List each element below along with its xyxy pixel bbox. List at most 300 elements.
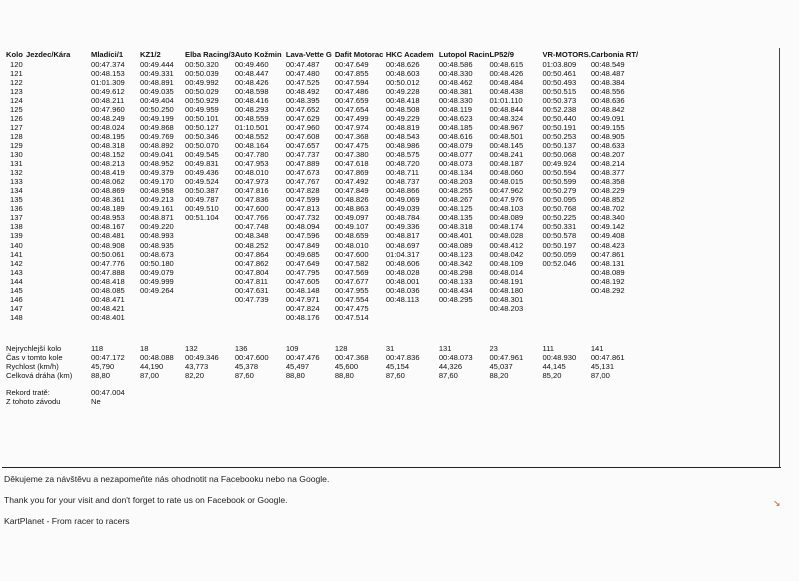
lap-time-cell [542, 304, 590, 313]
lap-time-cell [185, 277, 235, 286]
lap-time-cell: 00:48.986 [385, 141, 420, 151]
lap-time-cell: 00:48.377 [590, 168, 625, 178]
lap-time-cell: 00:47.962 [489, 186, 524, 196]
lap-time-cell [439, 304, 490, 313]
lap-time-cell: 00:47.849 [285, 240, 320, 250]
lap-time-cell: 00:48.842 [590, 104, 625, 114]
lap-time-cell [26, 213, 91, 222]
lap-time-cell: 00:47.677 [334, 276, 369, 286]
frame-bottom-edge [2, 467, 781, 468]
lap-time-cell: 00:48.089 [489, 213, 524, 223]
lap-time-cell: 00:48.042 [489, 249, 524, 259]
table-row [4, 304, 656, 313]
lap-time-cell: 00:48.381 [438, 86, 473, 96]
summary-value: 111 [542, 343, 554, 353]
lap-time-cell: 00:47.960 [285, 122, 320, 132]
lap-time-cell: 00:48.119 [438, 104, 473, 114]
lap-number: 125 [10, 104, 23, 114]
lap-time-cell: 00:49.460 [234, 59, 269, 69]
table-row [4, 60, 656, 69]
lap-time-cell [26, 259, 91, 268]
lap-time-cell: 00:47.380 [334, 150, 369, 160]
lap-time-cell: 00:48.866 [385, 186, 420, 196]
lap-time-cell [26, 231, 91, 240]
lap-time-cell: 00:49.992 [185, 77, 219, 87]
lap-time-cell: 00:47.582 [334, 258, 369, 268]
lap-time-cell: 00:48.784 [385, 213, 420, 223]
summary-value: 128 [334, 343, 348, 353]
lap-time-cell: 00:47.864 [234, 249, 269, 259]
lap-time-cell: 00:47.855 [334, 68, 369, 78]
lap-time-cell: 00:47.654 [334, 104, 369, 114]
lap-time-cell: 01:04.317 [385, 249, 420, 259]
lap-time-cell: 01:01.110 [489, 95, 523, 105]
lap-time-cell: 00:52.238 [542, 104, 577, 114]
lap-time-cell: 00:48.958 [140, 186, 174, 196]
spacer-row [4, 322, 656, 344]
lap-time-cell: 00:49.408 [590, 231, 625, 241]
lap-time-cell: 00:47.766 [234, 213, 269, 223]
lap-time-cell: 00:47.486 [334, 86, 369, 96]
table-row [4, 213, 656, 222]
lap-time-cell: 00:50.331 [542, 222, 577, 232]
lap-time-cell: 00:50.515 [542, 86, 577, 96]
lap-time-cell: 00:48.636 [590, 95, 625, 105]
lap-time-cell: 00:47.649 [334, 59, 369, 69]
table-row [4, 78, 656, 87]
lap-time-cell: 00:48.249 [91, 113, 125, 123]
summary-value: 88,80 [285, 371, 305, 381]
summary-value: 44,190 [140, 362, 164, 372]
lap-time-cell: 00:48.113 [385, 294, 420, 304]
lap-time-cell: 00:49.436 [185, 168, 219, 178]
summary-value: 00:49.346 [185, 353, 219, 362]
lap-time-cell: 00:48.085 [91, 285, 125, 295]
lap-time-cell: 00:48.606 [385, 258, 420, 268]
summary-value: 18 [140, 343, 149, 353]
lap-time-cell: 00:47.480 [285, 68, 320, 78]
lap-time-cell: 00:47.732 [285, 213, 320, 223]
table-row [4, 132, 656, 141]
lap-number: 142 [10, 258, 23, 268]
lap-time-cell: 00:48.737 [385, 177, 420, 187]
lap-time-cell: 00:48.358 [590, 177, 625, 187]
lap-time-cell: 00:48.826 [334, 195, 369, 205]
record-label: Rekord tratě: [6, 388, 50, 398]
lap-time-cell: 00:48.180 [489, 285, 524, 295]
summary-value: 00:47.600 [234, 353, 269, 362]
lap-time-cell: 00:47.955 [334, 285, 369, 295]
lap-time-cell [185, 286, 235, 295]
lap-time-cell: 00:50.578 [542, 231, 577, 241]
lap-time-cell: 00:48.626 [385, 59, 420, 69]
lap-time-cell: 00:48.267 [438, 195, 473, 205]
lap-time-cell [591, 313, 656, 322]
lap-time-cell: 00:47.649 [285, 258, 320, 268]
lap-time-cell: 00:48.028 [385, 267, 420, 277]
lap-time-cell: 00:47.780 [234, 150, 269, 160]
summary-value: 00:47.368 [334, 353, 369, 362]
table-row [4, 105, 656, 114]
lap-time-cell: 00:48.036 [385, 285, 420, 295]
table-row [4, 231, 656, 240]
record-value: Ne [91, 397, 101, 407]
lap-time-cell: 00:48.967 [489, 122, 524, 132]
column-header: HKC Academ [385, 50, 434, 59]
lap-time-cell: 00:50.599 [542, 177, 577, 187]
lap-time-cell [185, 295, 235, 304]
lap-time-cell: 00:48.330 [438, 68, 473, 78]
lap-time-cell: 00:48.421 [91, 303, 125, 313]
lap-time-cell [26, 222, 91, 231]
lap-time-cell: 00:48.659 [334, 231, 369, 241]
record-rows [4, 380, 656, 406]
lap-time-cell: 00:48.079 [438, 141, 473, 151]
lap-time-cell [26, 141, 91, 150]
lap-time-cell [185, 304, 235, 313]
lap-time-cell: 00:50.373 [542, 95, 577, 105]
lap-time-cell: 00:48.125 [438, 204, 473, 214]
lap-number: 121 [10, 68, 23, 78]
lap-time-cell: 00:47.492 [334, 177, 369, 187]
lap-time-cell: 00:48.089 [438, 240, 473, 250]
lap-time-cell: 00:49.264 [140, 285, 174, 295]
summary-value: 00:47.961 [489, 353, 524, 362]
lap-time-cell: 00:50.137 [542, 141, 577, 151]
column-header: LP52/9 [489, 50, 514, 59]
lap-time-cell [185, 268, 235, 277]
lap-time-cell: 00:48.252 [234, 240, 269, 250]
lap-time-cell: 00:48.935 [140, 240, 174, 250]
table-row [4, 268, 656, 277]
summary-value: 131 [438, 343, 452, 353]
lap-time-cell: 00:48.817 [385, 231, 420, 241]
lap-time-cell: 00:48.575 [385, 150, 420, 160]
lap-time-cell [235, 304, 286, 313]
lap-time-cell: 00:48.908 [91, 240, 125, 250]
lap-time-cell: 00:48.863 [334, 204, 369, 214]
table-row [4, 259, 656, 268]
lap-time-cell: 00:47.813 [285, 204, 320, 214]
lap-time-cell: 00:49.142 [590, 222, 625, 232]
lap-number: 147 [10, 303, 23, 313]
lap-time-cell: 00:49.155 [590, 122, 625, 132]
table-row [4, 204, 656, 213]
lap-time-cell: 00:47.953 [234, 159, 269, 169]
lap-time-cell: 00:49.035 [140, 86, 174, 96]
lap-time-cell: 00:47.739 [234, 294, 269, 304]
lap-time-cell: 00:48.330 [438, 95, 473, 105]
lap-number: 140 [10, 240, 23, 250]
lap-time-cell: 00:47.596 [285, 231, 320, 241]
table-row [4, 177, 656, 186]
lap-time-cell: 00:48.844 [489, 104, 524, 114]
lap-time-cell: 00:49.831 [185, 159, 219, 169]
frame-right-edge [779, 48, 780, 467]
lap-time-cell: 00:48.152 [91, 150, 125, 160]
lap-time-cell: 00:48.191 [489, 276, 524, 286]
summary-value: 45,378 [234, 362, 259, 372]
lap-time-cell: 00:49.999 [140, 276, 174, 286]
lap-time-cell [26, 177, 91, 186]
lap-time-cell: 00:47.659 [334, 95, 369, 105]
lap-time-cell: 00:48.028 [489, 231, 524, 241]
lap-time-cell: 00:50.061 [91, 249, 125, 259]
lap-time-cell: 00:48.073 [438, 159, 473, 169]
lap-time-cell: 00:48.213 [91, 159, 125, 169]
table-row [4, 114, 656, 123]
lap-number: 145 [10, 285, 23, 295]
lap-time-cell: 00:48.024 [91, 122, 125, 132]
lap-time-cell: 00:48.711 [385, 168, 420, 178]
summary-value: 00:47.172 [91, 353, 125, 362]
lap-time-cell: 00:50.197 [542, 240, 577, 250]
lap-time-cell: 01:03.809 [542, 59, 577, 69]
lap-time-cell: 00:47.804 [234, 267, 269, 277]
lap-time-cell: 00:48.423 [590, 240, 625, 250]
lap-time-cell: 00:48.301 [489, 294, 524, 304]
lap-time-cell: 00:47.849 [334, 186, 369, 196]
lap-time-cell: 00:49.039 [385, 204, 420, 214]
lap-time-cell: 00:48.167 [91, 222, 125, 232]
lap-time-cell: 00:50.029 [185, 86, 219, 96]
lap-time-cell: 00:52.046 [542, 258, 577, 268]
lap-time-cell: 00:47.629 [285, 113, 320, 123]
lap-time-cell: 00:48.342 [438, 258, 473, 268]
lap-time-cell: 00:48.148 [285, 285, 320, 295]
lap-time-cell: 00:48.412 [489, 240, 524, 250]
lap-time-cell: 00:50.346 [185, 131, 219, 141]
lap-time-cell [235, 313, 286, 322]
footer-thanks-en: Thank you for your visit and don't forget to rate us on Facebook or Google. [4, 495, 288, 505]
lap-time-cell: 00:47.499 [334, 113, 369, 123]
column-header: VR-MOTORS. [542, 50, 591, 59]
lap-time-cell [26, 277, 91, 286]
lap-time-cell: 00:50.095 [542, 195, 577, 205]
table-row [4, 96, 656, 105]
lap-time-cell: 00:48.207 [590, 150, 625, 160]
lap-time-cell: 00:47.594 [334, 77, 369, 87]
lap-time-cell: 00:48.010 [234, 168, 269, 178]
lap-time-cell: 00:47.795 [285, 267, 320, 277]
lap-time-cell: 00:48.133 [438, 276, 473, 286]
lap-time-cell: 00:48.015 [489, 177, 524, 187]
lap-time-cell: 00:47.836 [234, 195, 269, 205]
lap-time-cell: 00:50.250 [140, 104, 174, 114]
lap-times-table [4, 50, 656, 406]
column-header: Mladíci/1 [91, 50, 124, 59]
lap-time-cell: 00:49.959 [185, 104, 219, 114]
summary-row [4, 362, 656, 371]
summary-value: 87,60 [438, 371, 458, 381]
lap-time-cell: 00:49.220 [140, 222, 174, 232]
lap-time-cell: 00:49.228 [385, 86, 420, 96]
summary-value: 88,80 [334, 371, 354, 381]
lap-time-cell [26, 304, 91, 313]
lap-time-cell [542, 313, 590, 322]
lap-time-cell: 00:48.447 [234, 68, 269, 78]
table-row [4, 241, 656, 250]
lap-time-cell: 00:48.203 [438, 177, 473, 187]
lap-time-cell: 00:47.767 [285, 177, 320, 187]
summary-label: Čas v tomto kole [6, 353, 63, 362]
column-header: Kolo [6, 50, 23, 59]
lap-time-cell: 00:48.426 [234, 77, 269, 87]
lap-number: 148 [10, 312, 23, 322]
lap-time-cell: 00:47.776 [91, 258, 125, 268]
summary-value: 45,037 [489, 362, 513, 372]
lap-time-cell: 00:48.395 [285, 95, 320, 105]
summary-label: Celková dráha (km) [6, 371, 73, 381]
table-row [4, 222, 656, 231]
lap-time-cell: 00:48.174 [489, 222, 524, 232]
lap-time-cell: 00:48.623 [438, 113, 473, 123]
lap-time-cell: 00:49.404 [140, 95, 174, 105]
summary-value: 00:48.073 [438, 353, 473, 362]
lap-time-cell: 00:48.487 [590, 68, 625, 78]
lap-number: 132 [10, 168, 23, 178]
lap-time-cell: 00:49.097 [334, 213, 369, 223]
summary-value: 00:47.861 [590, 353, 625, 362]
table-row [4, 159, 656, 168]
lap-time-cell: 00:48.192 [590, 276, 625, 286]
lap-time-cell: 00:48.616 [438, 131, 473, 141]
lap-time-cell: 00:48.123 [438, 249, 473, 259]
summary-row [4, 344, 656, 353]
lap-time-cell: 00:48.633 [590, 141, 625, 151]
lap-times-table-wrapper [4, 50, 656, 406]
lap-time-cell: 00:48.176 [285, 312, 320, 322]
record-row [4, 388, 656, 397]
lap-time-cell: 00:48.109 [489, 258, 524, 268]
lap-time-cell: 00:48.418 [91, 276, 125, 286]
lap-time-cell [185, 259, 235, 268]
summary-value: 87,00 [140, 371, 160, 381]
summary-value: 43,773 [185, 362, 209, 372]
footer-signature: KartPlanet - From racer to racers [4, 516, 130, 526]
lap-number: 123 [10, 86, 23, 96]
lap-time-cell: 00:47.869 [334, 168, 369, 178]
lap-time-cell [185, 241, 235, 250]
column-header: Elba Racing/3 [185, 50, 235, 59]
lap-time-cell [489, 313, 542, 322]
table-row [4, 87, 656, 96]
summary-value: 141 [590, 343, 604, 353]
lap-time-cell: 00:47.525 [285, 77, 320, 87]
lap-time-cell: 00:48.819 [385, 122, 420, 132]
lap-time-cell: 00:49.229 [385, 113, 420, 123]
lap-time-cell: 00:48.438 [489, 86, 524, 96]
lap-time-cell [26, 186, 91, 195]
summary-label: Rychlost (km/h) [6, 362, 59, 372]
lap-time-cell: 00:48.892 [140, 141, 174, 151]
lap-time-cell: 00:48.255 [438, 186, 473, 196]
lap-time-cell: 00:48.164 [234, 141, 269, 151]
lap-time-cell: 00:48.549 [590, 59, 625, 69]
lap-time-cell: 00:49.612 [91, 86, 125, 96]
lap-time-cell: 00:49.444 [140, 59, 174, 69]
lap-time-cell: 00:47.618 [334, 159, 369, 169]
lap-time-cell: 00:47.889 [285, 159, 320, 169]
summary-row [4, 353, 656, 362]
lap-time-cell: 00:48.871 [140, 213, 174, 223]
lap-time-cell [542, 286, 590, 295]
lap-time-cell: 00:47.514 [334, 312, 369, 322]
lap-time-cell: 00:47.475 [334, 141, 369, 151]
lap-time-cell: 00:47.828 [285, 186, 320, 196]
lap-time-cell: 00:50.191 [542, 122, 577, 132]
lap-time-cell: 00:49.107 [334, 222, 369, 232]
summary-value: 45,497 [285, 362, 310, 372]
lap-time-cell [26, 87, 91, 96]
table-row [4, 186, 656, 195]
lap-time-cell: 00:48.852 [590, 195, 625, 205]
lap-time-cell: 00:48.187 [489, 159, 524, 169]
lap-time-cell: 00:50.594 [542, 168, 577, 178]
lap-time-cell: 00:48.195 [91, 131, 125, 141]
lap-time-cell [591, 304, 656, 313]
summary-value: 45,154 [385, 362, 410, 372]
lap-time-cell: 00:47.960 [91, 104, 125, 114]
lap-time-cell: 00:48.318 [91, 141, 125, 151]
lap-time-cell: 00:50.440 [542, 113, 577, 123]
lap-time-cell: 00:50.127 [185, 122, 219, 132]
lap-number: 131 [10, 159, 23, 169]
lap-time-cell: 00:47.862 [234, 258, 269, 268]
lap-time-cell: 00:48.697 [385, 240, 420, 250]
lap-time-cell: 00:48.214 [590, 159, 625, 169]
lap-time-cell: 00:48.471 [91, 294, 125, 304]
lap-time-cell: 00:51.104 [185, 213, 219, 223]
lap-time-cell [26, 69, 91, 78]
scan-mark: ↘ [773, 498, 781, 508]
lap-time-cell: 00:47.599 [285, 195, 320, 205]
lap-time-cell: 00:49.524 [185, 177, 219, 187]
lap-time-cell: 00:50.320 [185, 59, 219, 69]
summary-value: 00:47.836 [385, 353, 420, 362]
record-row [4, 397, 656, 406]
column-header: Jezdec/Kára [26, 50, 71, 59]
summary-value: 87,60 [385, 371, 405, 381]
column-header: Lutopol Racin [438, 50, 490, 59]
lap-time-cell [26, 195, 91, 204]
table-row [4, 168, 656, 177]
lap-time-cell: 00:50.059 [542, 249, 577, 259]
lap-time-cell [386, 304, 439, 313]
lap-number: 128 [10, 131, 23, 141]
lap-number: 126 [10, 113, 23, 123]
lap-time-cell: 00:47.811 [234, 276, 269, 286]
lap-number: 138 [10, 222, 23, 232]
lap-time-cell: 00:47.600 [334, 249, 369, 259]
lap-time-cell: 00:49.868 [140, 122, 174, 132]
lap-time-cell [26, 96, 91, 105]
lap-time-cell: 00:49.769 [140, 131, 174, 141]
lap-number: 136 [10, 204, 23, 214]
lap-time-cell: 00:50.180 [140, 258, 174, 268]
lap-time-cell: 00:48.586 [438, 59, 473, 69]
lap-number: 130 [10, 150, 23, 160]
lap-time-cell: 00:48.211 [91, 95, 125, 105]
lap-time-cell: 00:48.324 [489, 113, 524, 123]
lap-time-cell: 00:47.554 [334, 294, 369, 304]
lap-time-cell: 00:47.673 [285, 168, 320, 178]
lap-time-cell: 00:47.368 [334, 131, 369, 141]
lap-time-cell: 00:48.361 [91, 195, 125, 205]
lap-time-cell: 00:48.953 [91, 213, 125, 223]
lap-time-cell: 00:47.631 [234, 285, 269, 295]
lap-time-cell: 00:47.816 [234, 186, 269, 196]
